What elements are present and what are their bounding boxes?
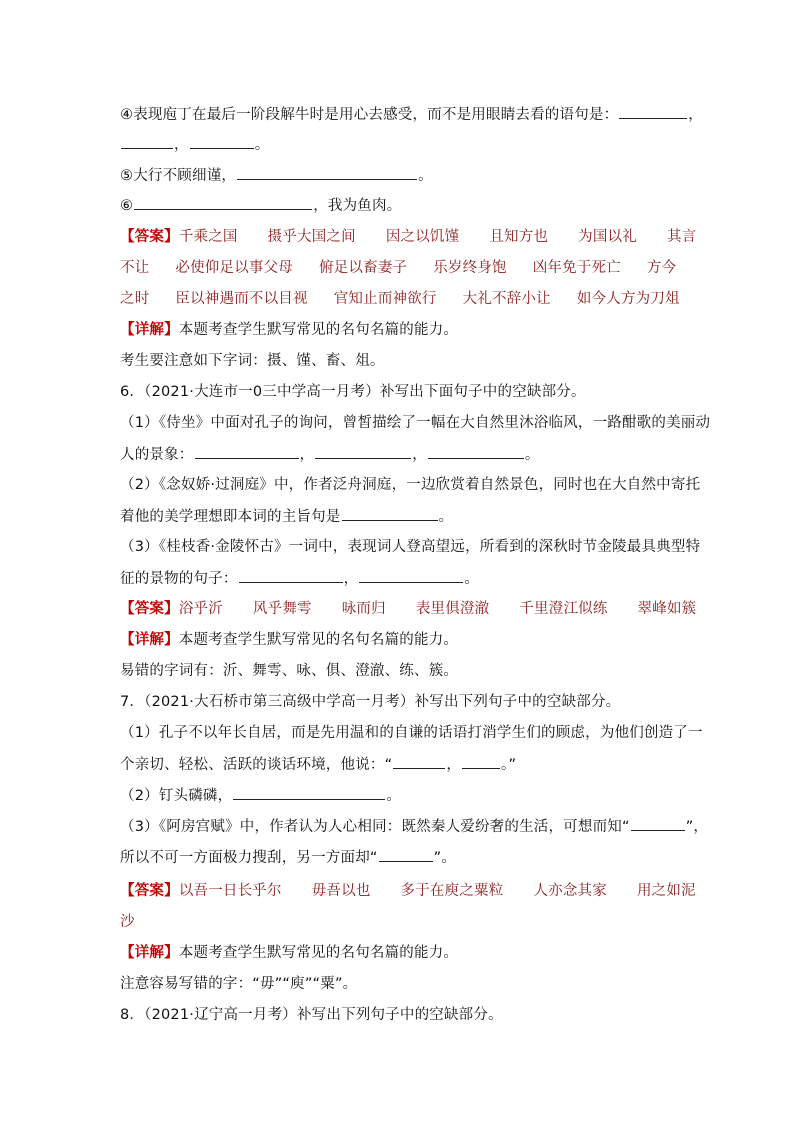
q6-p2-line2: 着他的美学理想即本词的主旨句是 。: [120, 506, 453, 527]
fill-blank[interactable]: [315, 444, 411, 459]
q6-p3-line1: （3）《桂枝香·金陵怀古》一词中，表现词人登高望远，所看到的深秋时节金陵最具典型特: [120, 539, 701, 555]
q6-p1-line1: （1）《侍坐》中面对孔子的询问，曾皙描绘了一幅在大自然里沐浴临风，一路酣歌的美丽动: [120, 415, 711, 431]
q7-p1-line1: （1）孔子不以年长自居，而是先用温和的自谦的话语打消学生们的顾虑，为他们创造了一: [120, 725, 703, 741]
q5-item6-line: ⑥ ，我为鱼肉。: [120, 195, 401, 216]
fill-blank[interactable]: [237, 165, 417, 180]
q7-answer-line2: 沙: [120, 914, 135, 930]
fill-blank[interactable]: [190, 134, 254, 149]
detail-tag: 【详解】: [120, 945, 179, 961]
q7-detail: 【详解】本题考查学生默写常见的名句名篇的能力。: [120, 945, 459, 961]
q7-p3-line1: （3）《阿房宫赋》中，作者认为人心相同：既然秦人爱纷奢的生活，可想而知“ ”，: [120, 816, 708, 837]
fill-blank[interactable]: [462, 754, 500, 769]
q6-detail: 【详解】本题考查学生默写常见的名句名篇的能力。: [120, 632, 459, 648]
fill-blank[interactable]: [134, 195, 312, 210]
q5-item4-line1: ④表现庖丁在最后一阶段解牛时是用心去感受，而不是用眼睛去看的语句是： ，: [120, 104, 703, 125]
q6-p3-line2: 征的景物的句子： ， 。: [120, 568, 479, 589]
fill-blank[interactable]: [233, 785, 385, 800]
q5-item4-line2: ， 。: [120, 134, 269, 155]
fill-blank[interactable]: [342, 506, 438, 521]
detail-tag: 【详解】: [120, 632, 179, 648]
q7-title: 7．（2021·大石桥市第三高级中学高一月考）补写出下列句子中的空缺部分。: [120, 694, 621, 710]
q5-answer-line1: 【答案】千乘之国 摄乎大国之间 因之以饥馑 且知方也 为国以礼 其言: [120, 229, 697, 245]
answer-tag: 【答案】: [120, 601, 179, 617]
q5-answer-line2: 不让 必使仰足以事父母 俯足以畜妻子 乐岁终身饱 凶年免于死亡 方今: [120, 260, 677, 276]
fill-blank[interactable]: [379, 847, 433, 862]
answer-tag: 【答案】: [120, 229, 179, 245]
fill-blank[interactable]: [428, 444, 524, 459]
q5-item5-text: ⑤大行不顾细谨，: [120, 168, 237, 184]
q5-answer-line3: 之时 臣以神遇而不以目视 官知止而神欲行 大礼不辞小让 如今人方为刀俎: [120, 291, 680, 307]
fill-blank[interactable]: [121, 134, 173, 149]
q6-p1-line2: 人的景象： ， ， 。: [120, 444, 540, 465]
fill-blank[interactable]: [619, 104, 687, 119]
q8-title: 8．（2021·辽宁高一月考）补写出下列句子中的空缺部分。: [120, 1007, 503, 1023]
q5-item5-line: ⑤大行不顾细谨， 。: [120, 165, 433, 186]
q7-note: 注意容易写错的字：“毋”“庾”“粟”。: [120, 976, 358, 992]
q7-p1-line2: 个亲切、轻松、活跃的谈话环境，他说：“ ， 。”: [120, 754, 516, 775]
q7-p2-line: （2）钉头磷磷， 。: [120, 785, 401, 806]
fill-blank[interactable]: [359, 568, 463, 583]
answer-tag: 【答案】: [120, 883, 179, 899]
fill-blank[interactable]: [631, 816, 685, 831]
q6-p2-line1: （2）《念奴娇·过洞庭》中，作者泛舟洞庭，一边欣赏着自然景色，同时也在大自然中寄托: [120, 477, 701, 493]
q6-title: 6．（2021·大连市一0三中学高一月考）补写出下面句子中的空缺部分。: [120, 384, 586, 400]
q7-answer-line1: 【答案】以吾一日长乎尔 毋吾以也 多于在庾之粟粒 人亦念其家 用之如泥: [120, 883, 696, 899]
q5-note: 考生要注意如下字词：摄、馑、畜、俎。: [120, 353, 385, 369]
fill-blank[interactable]: [195, 444, 299, 459]
fill-blank[interactable]: [239, 568, 343, 583]
q5-item4-text: ④表现庖丁在最后一阶段解牛时是用心去感受，而不是用眼睛去看的语句是：: [120, 107, 619, 123]
q7-p3-line2: 所以不可一方面极力搜刮，另一方面却“ ”。: [120, 847, 456, 868]
detail-tag: 【详解】: [120, 322, 179, 338]
fill-blank[interactable]: [393, 754, 445, 769]
q6-answer: 【答案】浴乎沂 风乎舞雩 咏而归 表里俱澄澈 千里澄江似练 翠峰如簇: [120, 601, 697, 617]
q5-detail: 【详解】本题考查学生默写常见的名句名篇的能力。: [120, 322, 459, 338]
q6-note: 易错的字词有：沂、舞雩、咏、俱、澄澈、练、簇。: [120, 663, 459, 679]
